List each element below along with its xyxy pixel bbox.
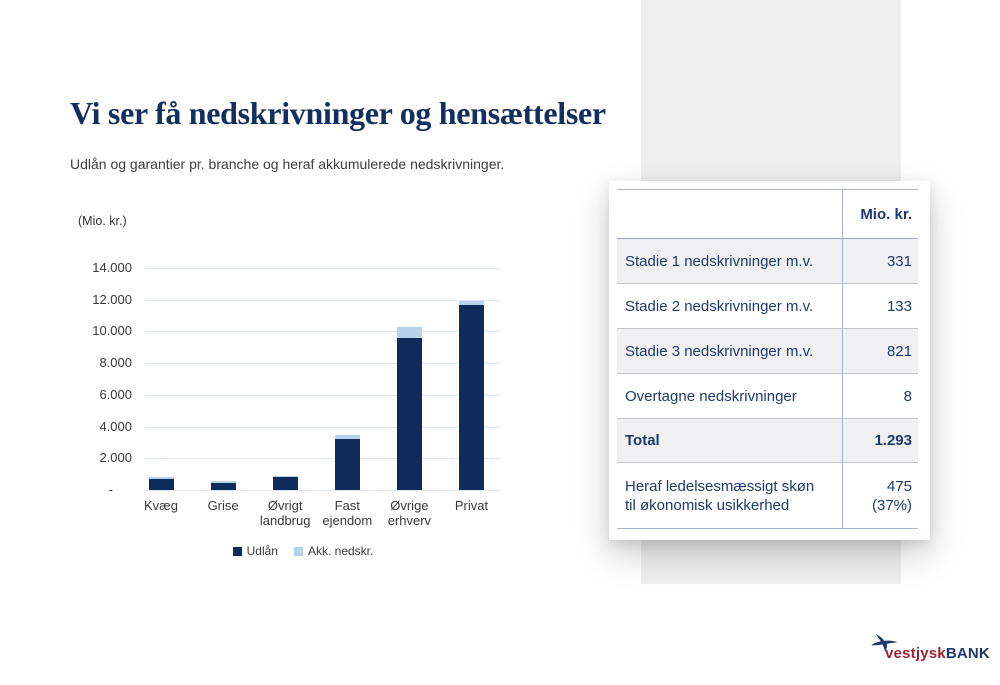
value-column-header: Mio. kr. <box>860 205 912 223</box>
bar-segment-udlan <box>335 439 360 490</box>
legend-label-udlan: Udlån <box>246 544 278 558</box>
bar-segment-udlan <box>273 477 298 490</box>
table-row-total <box>617 419 918 463</box>
bar-grise <box>211 481 236 490</box>
legend-item-udlan <box>233 544 278 558</box>
table-row-heraf-ledelsesm-ssigt-sk-n-til <box>617 463 918 529</box>
bar-segment-udlan <box>211 483 236 490</box>
x-axis-label-kv-g: Kvæg <box>144 498 178 513</box>
row-value <box>826 387 918 406</box>
table-row-stadie-1-nedskrivninger-m-v <box>617 239 918 284</box>
bar-segment-udlan <box>149 479 174 490</box>
row-value-number: 133 <box>886 297 912 315</box>
akk-nedskr-swatch-icon <box>294 547 303 556</box>
x-axis-label-vrige-erhverv: Øvrige erhverv <box>387 498 432 528</box>
row-value-number: 331 <box>886 252 912 270</box>
y-axis <box>60 260 132 500</box>
row-value <box>826 342 918 361</box>
y-axis-tick-label: 6.000 <box>99 386 132 402</box>
table-column-divider <box>842 189 843 528</box>
row-value-number: 475 <box>886 477 912 495</box>
y-axis-tick-label: 2.000 <box>99 450 132 466</box>
logo-text-bank: BANK <box>945 645 990 662</box>
bar-kv-g <box>149 477 174 490</box>
row-value-number: 1.293 <box>874 432 912 449</box>
row-label: Heraf ledelsesmæssigt skøn til økonomisk usikkerhed <box>625 477 815 514</box>
row-label: Stadie 2 nedskrivninger m.v. <box>625 297 814 315</box>
vestjyskbank-logo <box>870 632 990 668</box>
x-axis-label-fast-ejendom: Fast ejendom <box>322 498 373 528</box>
logo-wordmark <box>885 645 990 662</box>
y-axis-tick-label: 12.000 <box>92 291 132 307</box>
y-axis-tick-label: - <box>108 482 113 497</box>
row-label: Stadie 3 nedskrivninger m.v. <box>625 342 814 360</box>
gridline <box>145 300 500 301</box>
legend-label-akk-nedskr: Akk. nedskr. <box>307 544 374 558</box>
table-row-overtagne-nedskrivninger <box>617 374 918 419</box>
x-axis-label-vrigt-landbrug: Øvrigt landbrug <box>259 498 311 528</box>
gridline <box>145 331 500 332</box>
y-axis-tick-label: 10.000 <box>92 323 132 339</box>
row-label: Total <box>625 432 660 449</box>
row-value <box>826 252 918 271</box>
gridline <box>145 490 500 491</box>
impairments-table-card <box>609 181 930 540</box>
plot-area <box>145 268 500 490</box>
x-axis-label-grise: Grise <box>207 498 239 513</box>
bar-segment-udlan <box>397 338 422 490</box>
gridline <box>145 427 500 428</box>
gridline <box>145 395 500 396</box>
bar-vrige-erhverv <box>397 327 422 490</box>
row-value-note: (37%) <box>871 496 912 514</box>
gridline <box>145 458 500 459</box>
chart-legend <box>70 544 536 558</box>
row-label: Stadie 1 nedskrivninger m.v. <box>625 252 814 270</box>
row-value-number: 821 <box>886 342 912 360</box>
row-value-number: 8 <box>903 387 912 405</box>
table-row-stadie-2-nedskrivninger-m-v <box>617 284 918 329</box>
bar-segment-udlan <box>459 305 484 490</box>
row-value <box>826 297 918 316</box>
table-body <box>617 239 918 529</box>
row-value <box>826 477 918 515</box>
udlan-swatch-icon <box>233 547 242 556</box>
bar-fast-ejendom <box>335 435 360 490</box>
row-label: Overtagne nedskrivninger <box>625 387 797 405</box>
table-header-row <box>617 190 918 239</box>
impairments-table <box>617 189 918 529</box>
bar-vrigt-landbrug <box>273 476 298 490</box>
page-title: Vi ser få nedskrivninger og hensættelser <box>70 95 606 132</box>
chart-unit-label: (Mio. kr.) <box>78 214 127 228</box>
y-axis-tick-label: 4.000 <box>99 418 132 434</box>
gridline <box>145 363 500 364</box>
table-row-stadie-3-nedskrivninger-m-v <box>617 329 918 374</box>
row-value <box>826 431 918 450</box>
logo-text-vestjysk: vestjysk <box>885 645 946 662</box>
y-axis-tick-label: 14.000 <box>92 260 132 275</box>
legend-item-akk-nedskr <box>294 544 373 558</box>
x-axis-label-privat: Privat <box>454 498 489 513</box>
bar-privat <box>459 301 484 490</box>
page-subtitle: Udlån og garantier pr. branche og heraf akkumulerede nedskrivninger. <box>70 156 505 172</box>
y-axis-tick-label: 8.000 <box>99 355 132 371</box>
bar-segment-akk-nedskr <box>397 327 422 338</box>
gridline <box>145 268 500 269</box>
